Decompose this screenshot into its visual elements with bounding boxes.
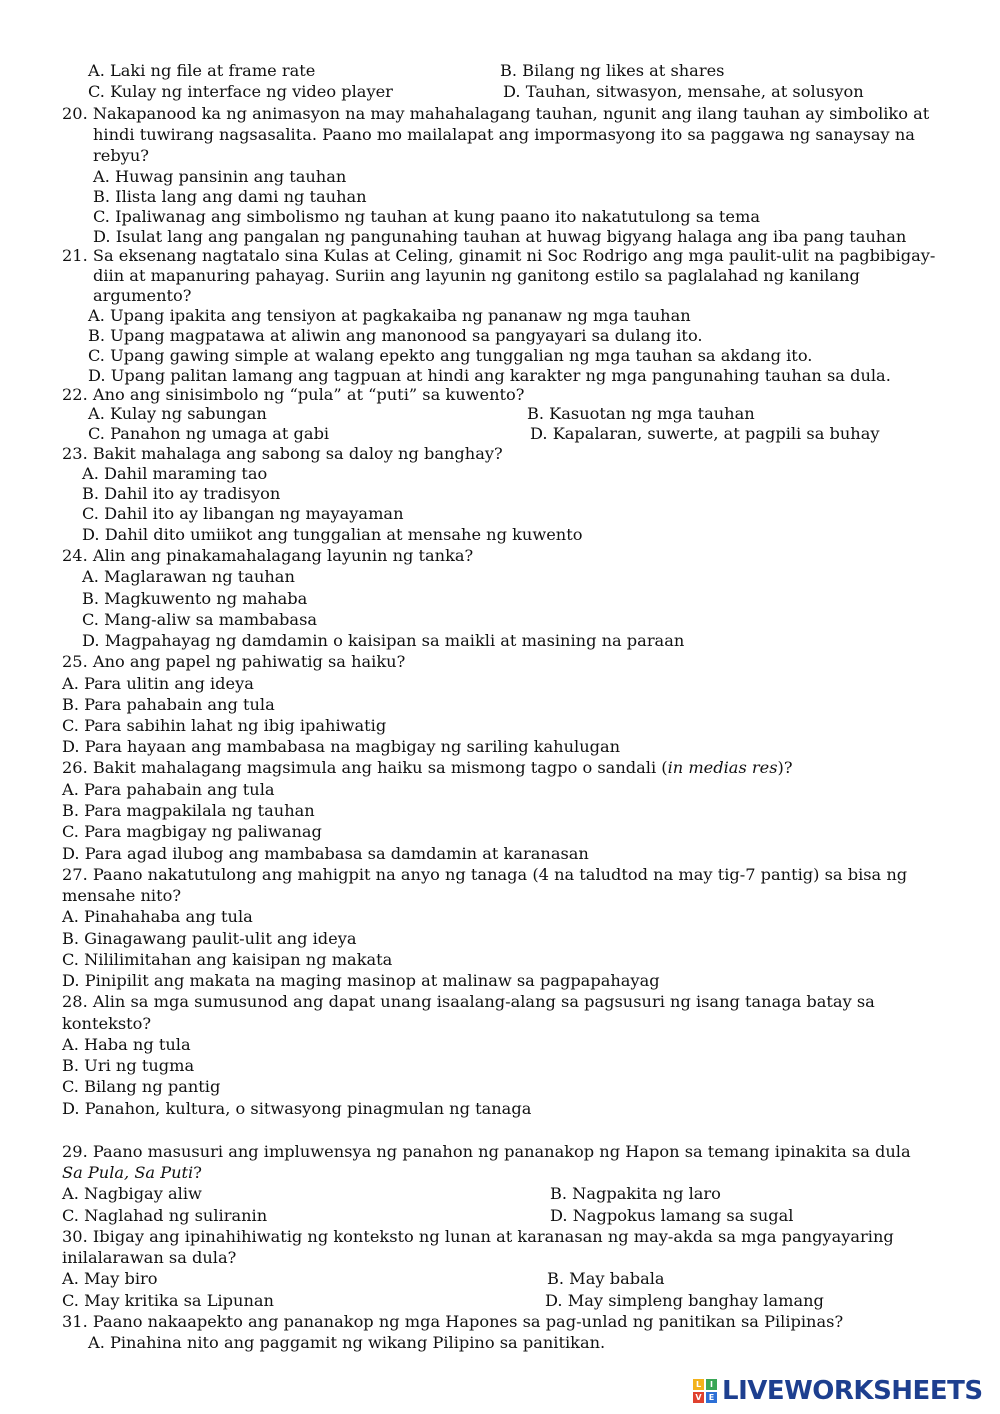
q22-option-a: A. Kulay ng sabungan [88, 404, 267, 423]
q27-question: 27. Paano nakatutulong ang mahigpit na anyo ng tanaga (4 na taludtod na may tig-7 pantig) sa bisa ng [62, 865, 908, 884]
q30-option-a: A. May biro [62, 1269, 158, 1288]
q27-question-cont: mensahe nito? [62, 886, 181, 905]
q27-option-c: C. Nililimitahan ang kaisipan ng makata [62, 950, 393, 969]
logo-mark-tile: L [693, 1379, 704, 1390]
q22-option-b: B. Kasuotan ng mga tauhan [527, 404, 755, 423]
q19-option-c: C. Kulay ng interface ng video player [88, 82, 393, 101]
q19-option-d: D. Tauhan, sitwasyon, mensahe, at solusyon [503, 82, 864, 101]
q26-option-c: C. Para magbigay ng paliwanag [62, 822, 322, 841]
q20-option-b: B. Ilista lang ang dami ng tauhan [93, 187, 367, 206]
q23-option-b: B. Dahil ito ay tradisyon [82, 484, 281, 503]
logo-mark-tile: I [706, 1379, 717, 1390]
q26-question-text: 26. Bakit mahalagang magsimula ang haiku sa mismong tagpo o sandali ( [62, 758, 668, 777]
q30-question: 30. Ibigay ang ipinahihiwatig ng konteksto ng lunan at karanasan ng may-akda sa mga pangyayaring [62, 1227, 894, 1246]
q28-option-d: D. Panahon, kultura, o sitwasyong pinagmulan ng tanaga [62, 1099, 532, 1118]
q26-question-end: )? [777, 758, 793, 777]
q26-question-italic: in medias res [667, 758, 778, 777]
q20-option-a: A. Huwag pansinin ang tauhan [93, 167, 347, 186]
q21-option-c: C. Upang gawing simple at walang epekto ang tunggalian ng mga tauhan sa akdang ito. [88, 346, 813, 365]
q23-option-a: A. Dahil maraming tao [82, 464, 268, 483]
q21-question: 21. Sa eksenang nagtatalo sina Kulas at Celing, ginamit ni Soc Rodrigo ang mga paulit-ulit na pagbibigay- [62, 246, 936, 265]
q19-option-b: B. Bilang ng likes at shares [500, 61, 725, 80]
q31-question: 31. Paano nakaapekto ang pananakop ng mga Hapones sa pag-unlad ng panitikan sa Pilipinas? [62, 1312, 844, 1331]
logo-mark-tile: E [706, 1392, 717, 1403]
q25-option-d: D. Para hayaan ang mambabasa na magbigay ng sariling kahulugan [62, 737, 621, 756]
q27-option-a: A. Pinahahaba ang tula [62, 907, 253, 926]
q26-option-b: B. Para magpakilala ng tauhan [62, 801, 315, 820]
q25-option-b: B. Para pahabain ang tula [62, 695, 275, 714]
q28-option-a: A. Haba ng tula [62, 1035, 191, 1054]
q24-option-d: D. Magpahayag ng damdamin o kaisipan sa maikli at masining na paraan [82, 631, 685, 650]
q21-question-cont: diin at mapanuring pahayag. Suriin ang layunin ng ganitong estilo sa paglalahad ng kanilang [93, 266, 860, 285]
q20-option-c: C. Ipaliwanag ang simbolismo ng tauhan at kung paano ito nakatutulong sa tema [93, 207, 761, 226]
q21-question-cont: argumento? [93, 286, 192, 305]
q29-question-end: ? [193, 1163, 202, 1182]
q20-question-cont: hindi tuwirang nagsasalita. Paano mo mailalapat ang impormasyong ito sa paggawa ng sanaysay na [93, 125, 915, 144]
q20-question-cont: rebyu? [93, 146, 149, 165]
q19-option-a: A. Laki ng file at frame rate [88, 61, 316, 80]
q20-question: 20. Nakapanood ka ng animasyon na may mahahalagang tauhan, ngunit ang ilang tauhan ay simboliko at [62, 104, 930, 123]
q26-question [62, 758, 793, 778]
q29-option-a: A. Nagbigay aliw [62, 1184, 202, 1203]
q21-option-b: B. Upang magpatawa at aliwin ang manonood sa pangyayari sa dulang ito. [88, 326, 703, 345]
q28-question-cont: konteksto? [62, 1014, 152, 1033]
q24-option-b: B. Magkuwento ng mahaba [82, 589, 308, 608]
logo-mark-tile: V [693, 1392, 704, 1403]
q29-option-b: B. Nagpakita ng laro [550, 1184, 721, 1203]
q20-option-d: D. Isulat lang ang pangalan ng pangunahing tauhan at huwag bigyang halaga ang iba pang tauhan [93, 227, 907, 246]
q27-option-d: D. Pinipilit ang makata na maging masinop at malinaw sa pagpapahayag [62, 971, 660, 990]
q29-option-d: D. Nagpokus lamang sa sugal [550, 1206, 794, 1225]
q28-option-c: C. Bilang ng pantig [62, 1077, 221, 1096]
q23-question: 23. Bakit mahalaga ang sabong sa daloy ng banghay? [62, 444, 503, 463]
q28-question: 28. Alin sa mga sumusunod ang dapat unang isaalang-alang sa pagsusuri ng isang tanaga batay sa [62, 992, 875, 1011]
q25-option-a: A. Para ulitin ang ideya [62, 674, 254, 693]
q30-question-cont: inilalarawan sa dula? [62, 1248, 237, 1267]
q23-option-d: D. Dahil dito umiikot ang tunggalian at mensahe ng kuwento [82, 525, 583, 544]
q21-option-d: D. Upang palitan lamang ang tagpuan at hindi ang karakter ng mga pangunahing tauhan sa dula. [88, 366, 891, 385]
liveworksheets-logo[interactable] [693, 1374, 983, 1408]
q28-option-b: B. Uri ng tugma [62, 1056, 195, 1075]
q22-option-d: D. Kapalaran, suwerte, at pagpili sa buhay [530, 424, 880, 443]
q30-option-d: D. May simpleng banghay lamang [545, 1291, 824, 1310]
q22-option-c: C. Panahon ng umaga at gabi [88, 424, 330, 443]
q29-question-cont [62, 1163, 202, 1183]
q30-option-c: C. May kritika sa Lipunan [62, 1291, 274, 1310]
q27-option-b: B. Ginagawang paulit-ulit ang ideya [62, 929, 357, 948]
q26-option-d: D. Para agad ilubog ang mambabasa sa damdamin at karanasan [62, 844, 589, 863]
q30-option-b: B. May babala [547, 1269, 665, 1288]
q31-option-a: A. Pinahina nito ang paggamit ng wikang Pilipino sa panitikan. [88, 1333, 606, 1352]
q25-question: 25. Ano ang papel ng pahiwatig sa haiku? [62, 652, 406, 671]
q24-question: 24. Alin ang pinakamahalagang layunin ng tanka? [62, 546, 474, 565]
q26-option-a: A. Para pahabain ang tula [62, 780, 275, 799]
liveworksheets-logo-text: LIVEWORKSHEETS [722, 1376, 983, 1406]
q21-option-a: A. Upang ipakita ang tensiyon at pagkakaiba ng pananaw ng mga tauhan [88, 306, 691, 325]
q29-question: 29. Paano masusuri ang impluwensya ng panahon ng pananakop ng Hapon sa temang ipinakita sa dula [62, 1142, 911, 1161]
q22-question: 22. Ano ang sinisimbolo ng “pula” at “puti” sa kuwento? [62, 385, 525, 404]
q25-option-c: C. Para sabihin lahat ng ibig ipahiwatig [62, 716, 387, 735]
liveworksheets-logo-mark [693, 1379, 717, 1403]
q29-play-title: Sa Pula, Sa Puti [62, 1163, 194, 1182]
q29-option-c: C. Naglahad ng suliranin [62, 1206, 268, 1225]
q23-option-c: C. Dahil ito ay libangan ng mayayaman [82, 504, 404, 523]
q24-option-a: A. Maglarawan ng tauhan [82, 567, 295, 586]
q24-option-c: C. Mang-aliw sa mambabasa [82, 610, 318, 629]
